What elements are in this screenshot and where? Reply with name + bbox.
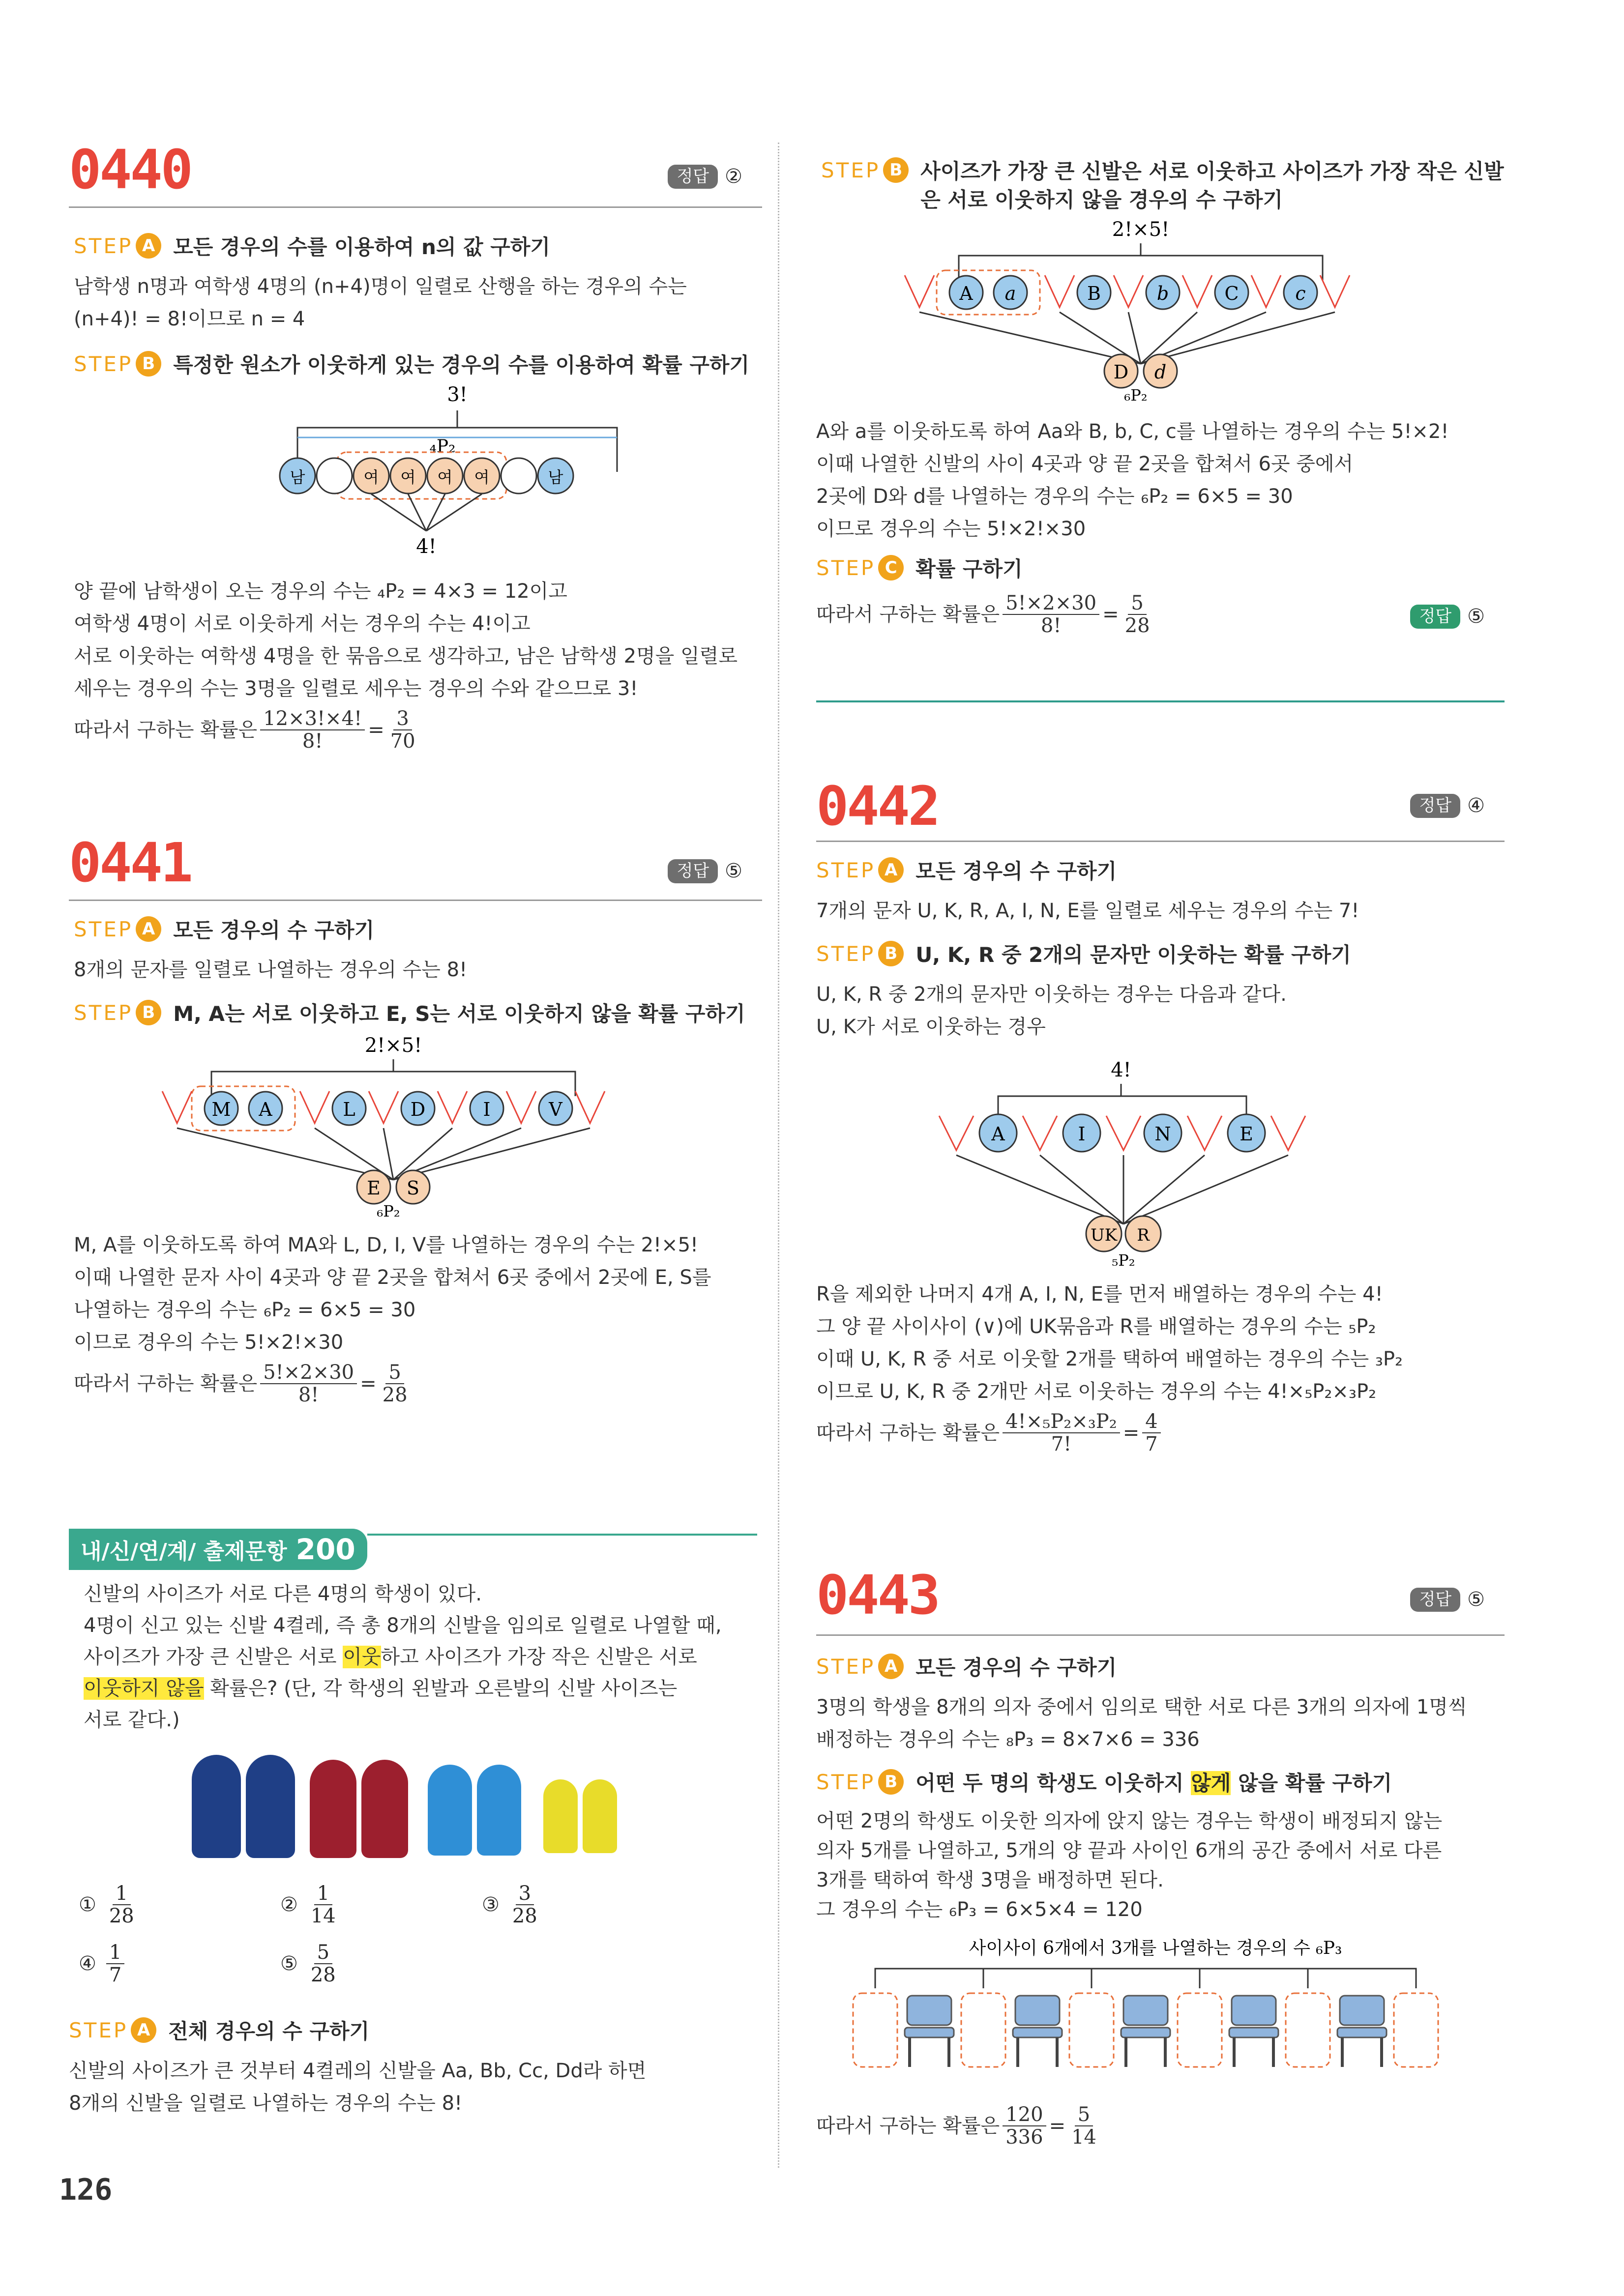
answer-label: 정답	[668, 165, 718, 189]
text-0440-l4: 세우는 경우의 수는 3명을 일렬로 세우는 경우의 수와 같으므로 3!	[74, 677, 638, 700]
step-c-exam: STEP C 확률 구하기	[816, 555, 1023, 581]
svg-text:a: a	[1004, 283, 1016, 304]
shoe-yellow	[583, 1779, 617, 1853]
svg-text:2!×5!: 2!×5!	[1112, 218, 1170, 241]
text-0442-l2: 그 양 끝 사이사이 (∨)에 UK묶음과 R를 배열하는 경우의 수는 ₅P₂	[816, 1315, 1376, 1338]
diagram-0441	[157, 1032, 669, 1219]
problem-number-0441: 0441	[69, 831, 191, 894]
option-3[interactable]: ③ $\frac{3}{28}$	[482, 1882, 537, 1927]
svg-text:B: B	[1087, 283, 1101, 304]
step-b-exam: STEP B 사이즈가 가장 큰 신발은 서로 이웃하고 사이즈가 가장 작은 신발 은 서로 이웃하지 않을 경우의 수 구하기	[821, 158, 1504, 212]
text-0441-l4: 이므로 경우의 수는 5!×2!×30	[74, 1331, 344, 1354]
svg-text:₆P₂: ₆P₂	[1124, 386, 1148, 403]
letter-circle	[470, 1092, 503, 1125]
step-a-0443: STEP A 모든 경우의 수 구하기	[816, 1654, 1117, 1680]
svg-text:E: E	[367, 1177, 381, 1199]
shoe-red	[361, 1760, 408, 1858]
circle-girl	[390, 458, 426, 494]
svg-text:S: S	[406, 1177, 420, 1199]
right-column	[816, 133, 1505, 2246]
svg-text:C: C	[1224, 283, 1239, 304]
left-column	[69, 133, 762, 2246]
svg-text:I: I	[483, 1099, 491, 1120]
divider	[816, 1634, 1505, 1636]
diagram-top-label: 3!	[447, 383, 468, 406]
divider	[69, 206, 762, 208]
letter-circle	[332, 1092, 366, 1125]
final-0441: 따라서 구하는 확률은 $\frac{5!\times 2\times 30}{8!}$ = $\frac{5}{28}$	[74, 1361, 408, 1406]
letter-circle	[205, 1092, 238, 1125]
shoe-navy	[246, 1755, 295, 1858]
text-0442-l3: 이때 U, K, R 중 서로 이웃할 2개를 택하여 배열하는 경우의 수는 ₃P₂	[816, 1348, 1403, 1370]
text-0441-l1: M, A를 이웃하도록 하여 MA와 L, D, I, V를 나열하는 경우의 수는 2!×5!	[74, 1234, 699, 1256]
svg-text:남: 남	[548, 468, 563, 487]
exam-tag: 내/신/연/계/ 출제문항 200	[69, 1529, 367, 1570]
circle-girl	[427, 458, 463, 494]
step-a-0440	[74, 231, 550, 261]
text-shoe-l3: 2곳에 D와 d를 나열하는 경우의 수는 ₆P₂ = 6×5 = 30	[816, 485, 1293, 508]
text-0443-b2: 의자 5개를 나열하고, 5개의 양 끝과 사이인 6개의 공간 중에서 서로 다른	[816, 1839, 1442, 1862]
option-5[interactable]: ⑤ $\frac{5}{28}$	[280, 1941, 336, 1986]
svg-text:b: b	[1156, 283, 1169, 304]
step-tag: STEP A	[74, 233, 161, 259]
text-0442-b1: U, K, R 중 2개의 문자만 이웃하는 경우는 다음과 같다.	[816, 983, 1287, 1006]
diagram-shoes	[900, 216, 1411, 403]
text-0443-b3: 3개를 택하여 학생 3명을 배정하면 된다.	[816, 1869, 1164, 1891]
svg-text:A: A	[259, 1099, 272, 1120]
divider	[69, 900, 762, 901]
exam-q3: 사이즈가 가장 큰 신발은 서로 이웃하고 사이즈가 가장 작은 신발은 서로	[84, 1646, 697, 1668]
final-0443: 따라서 구하는 확률은 $\frac{120}{336}$ = $\frac{5}{14}$	[816, 2103, 1096, 2149]
shoe-blue	[477, 1765, 521, 1856]
shoe-blue	[428, 1765, 472, 1856]
circle-empty	[501, 458, 536, 494]
shoe-yellow	[543, 1779, 578, 1853]
bottom-circle	[396, 1170, 430, 1204]
divider	[816, 841, 1505, 842]
shoe-navy	[192, 1755, 241, 1858]
problem-number-0440: 0440	[69, 138, 191, 201]
option-1[interactable]: ① $\frac{1}{28}$	[79, 1882, 134, 1927]
text-0441-l2: 이때 나열한 문자 사이 4곳과 양 끝 2곳을 합쳐서 6곳 중에서 2곳에 E, S를	[74, 1266, 711, 1289]
chair	[1229, 1996, 1278, 2067]
text-0440-l3: 서로 이웃하는 여학생 4명을 한 묶음으로 생각하고, 남은 남학생 2명을 일렬로	[74, 645, 738, 668]
svg-text:여: 여	[400, 468, 416, 487]
svg-text:여: 여	[363, 468, 379, 487]
answer-0441: 정답 ⑤	[668, 859, 742, 883]
svg-text:R: R	[1137, 1225, 1150, 1245]
svg-text:여: 여	[474, 468, 490, 487]
final-0442: 따라서 구하는 확률은 $\frac{\text{4!×₅P₂×₃P₂}}{7!}$ = $\frac{4}{7}$	[816, 1411, 1164, 1455]
final-0440: 따라서 구하는 확률은 $\frac{12\times 3!\times 4!}{8!}$ = $\frac{3}{70}$	[74, 707, 415, 753]
exam-options	[79, 1883, 683, 1986]
exam-s2: 8개의 신발을 일렬로 나열하는 경우의 수는 8!	[69, 2092, 463, 2115]
text-0443-b1: 어떤 2명의 학생도 이웃한 의자에 앉지 않는 경우는 학생이 배정되지 않는	[816, 1810, 1443, 1832]
text-0442-a1: 7개의 문자 U, K, R, A, I, N, E를 일렬로 세우는 경우의 수는 7!	[816, 900, 1359, 922]
text-0442-l4: 이므로 U, K, R 중 2개만 서로 이웃하는 경우의 수는 4!×₅P₂×₃P₂	[816, 1380, 1377, 1403]
svg-text:₅P₂: ₅P₂	[1112, 1251, 1135, 1268]
step-b-0443: STEP B 어떤 두 명의 학생도 이웃하지 않게 않을 확률 구하기	[816, 1770, 1392, 1795]
text-0440-a1: 남학생 n명과 여학생 4명의 (n+4)명이 일렬로 산행을 하는 경우의 수는	[74, 275, 687, 298]
svg-text:UK: UK	[1090, 1225, 1118, 1245]
diagram-0442	[934, 1057, 1357, 1268]
svg-text:₆P₂: ₆P₂	[377, 1202, 400, 1219]
svg-text:I: I	[1078, 1123, 1086, 1145]
chair	[905, 1996, 954, 2067]
svg-text:남: 남	[290, 468, 305, 487]
svg-text:d: d	[1154, 361, 1167, 383]
text-0443-b4: 그 경우의 수는 ₆P₃ = 6×5×4 = 120	[816, 1898, 1143, 1921]
svg-text:L: L	[343, 1099, 355, 1120]
svg-text:N: N	[1154, 1123, 1171, 1145]
answer-0443: 정답 ⑤	[1410, 1588, 1485, 1612]
svg-text:M: M	[211, 1099, 231, 1120]
answer-0440	[668, 165, 742, 189]
diagram-p-label: ₄P₂	[429, 436, 456, 457]
letter-circle	[401, 1092, 435, 1125]
text-0442-l1: R을 제외한 나머지 4개 A, I, N, E를 먼저 배열하는 경우의 수는 4!	[816, 1283, 1383, 1306]
circle-empty	[317, 458, 352, 494]
exam-q2: 4명이 신고 있는 신발 4켤레, 즉 총 8개의 신발을 임의로 일렬로 나열할 때,	[84, 1614, 722, 1637]
svg-text:4!: 4!	[1111, 1059, 1131, 1081]
step-b-0442: STEP B U, K, R 중 2개의 문자만 이웃하는 확률 구하기	[816, 941, 1351, 967]
step-b-0441: STEP B M, A는 서로 이웃하고 E, S는 서로 이웃하지 않을 확률 구하기	[74, 1000, 745, 1026]
exam-q1: 신발의 사이즈가 서로 다른 4명의 학생이 있다.	[84, 1583, 482, 1605]
chair	[1013, 1996, 1062, 2067]
step-a-0442: STEP A 모든 경우의 수 구하기	[816, 858, 1117, 883]
column-separator	[778, 143, 779, 2168]
text-0443-a2: 배정하는 경우의 수는 ₈P₃ = 8×7×6 = 336	[816, 1728, 1200, 1751]
chair	[1121, 1996, 1170, 2067]
svg-text:여: 여	[437, 468, 453, 487]
svg-text:A: A	[991, 1123, 1005, 1145]
letter-circle	[539, 1092, 572, 1125]
svg-text:c: c	[1295, 283, 1306, 304]
text-0441-l3: 나열하는 경우의 수는 ₆P₂ = 6×5 = 30	[74, 1299, 416, 1321]
bottom-circle	[357, 1170, 390, 1204]
exam-q5: 서로 같다.)	[84, 1709, 180, 1731]
exam-q4: 이웃하지 않을 확률은? (단, 각 학생의 왼발과 오른발의 신발 사이즈는	[84, 1677, 678, 1700]
svg-text:D: D	[410, 1099, 426, 1120]
step-a-exam: STEP A 전체 경우의 수 구하기	[69, 2018, 370, 2043]
text-0440-a2: (n+4)! = 8!이므로 n = 4	[74, 308, 305, 330]
diagram-chairs	[846, 1934, 1465, 2082]
option-2[interactable]: ② $\frac{1}{14}$	[280, 1882, 336, 1927]
text-shoe-l1: A와 a를 이웃하도록 하여 Aa와 B, b, C, c를 나열하는 경우의 수는 5!×2!	[816, 420, 1449, 443]
exam-s1: 신발의 사이즈가 큰 것부터 4켤레의 신발을 Aa, Bb, Cc, Dd라 하면	[69, 2060, 647, 2082]
final-shoe: 따라서 구하는 확률은 $\frac{5!\times 2\times 30}{8!}$ = $\frac{5}{28}$	[816, 592, 1150, 637]
svg-text:사이사이 6개에서 3개를 나열하는 경우의 수 ₆P₃: 사이사이 6개에서 3개를 나열하는 경우의 수 ₆P₃	[969, 1938, 1342, 1958]
option-4[interactable]: ④ $\frac{1}{7}$	[79, 1942, 280, 1986]
text-shoe-l2: 이때 나열한 신발의 사이 4곳과 양 끝 2곳을 합쳐서 6곳 중에서	[816, 453, 1354, 475]
svg-text:D: D	[1113, 361, 1129, 383]
problem-number-0442: 0442	[816, 775, 939, 838]
svg-text:2!×5!: 2!×5!	[364, 1034, 422, 1057]
text-0442-b2: U, K가 서로 이웃하는 경우	[816, 1016, 1046, 1038]
svg-text:V: V	[549, 1099, 562, 1120]
diagram-bottom-label: 4!	[416, 535, 437, 558]
chair	[1337, 1996, 1387, 2067]
answer-exam: 정답 ⑤	[1410, 605, 1485, 629]
exam-header	[69, 1529, 757, 1570]
step-title: 특정한 원소가 이웃하게 있는 경우의 수를 이용하여 확률 구하기	[173, 353, 750, 377]
shoe-red	[310, 1760, 356, 1858]
text-0441-a1: 8개의 문자를 일렬로 나열하는 경우의 수는 8!	[74, 959, 468, 981]
step-b-0440: STEP B 특정한 원소가 이웃하게 있는 경우의 수를 이용하여 확률 구하기	[74, 349, 749, 378]
step-a-0441: STEP A 모든 경우의 수 구하기	[74, 917, 375, 942]
svg-text:A: A	[959, 283, 973, 304]
text-shoe-l4: 이므로 경우의 수는 5!×2!×30	[816, 518, 1086, 540]
letter-circle	[249, 1092, 282, 1125]
circle-boy-right	[538, 458, 573, 494]
page-number: 126	[59, 2173, 113, 2207]
text-0440-l2: 여학생 4명이 서로 이웃하게 서는 경우의 수는 4!이고	[74, 612, 531, 635]
answer-0442: 정답 ④	[1410, 794, 1485, 818]
circle-girl	[464, 458, 500, 494]
problem-number-0443: 0443	[816, 1564, 939, 1627]
text-0440-l1: 양 끝에 남학생이 오는 경우의 수는 ₄P₂ = 4×3 = 12이고	[74, 580, 567, 603]
text-0443-a1: 3명의 학생을 8개의 의자 중에서 임의로 택한 서로 다른 3개의 의자에 1명씩	[816, 1696, 1467, 1718]
circle-girl	[354, 458, 389, 494]
svg-text:E: E	[1240, 1123, 1253, 1145]
circle-boy-left	[280, 458, 315, 494]
diagram-0440	[236, 383, 679, 565]
shoes-illustration	[192, 1750, 659, 1863]
divider-green	[816, 700, 1505, 702]
step-title: 모든 경우의 수를 이용하여 n의 값 구하기	[173, 235, 550, 259]
answer-value: ②	[725, 165, 742, 188]
